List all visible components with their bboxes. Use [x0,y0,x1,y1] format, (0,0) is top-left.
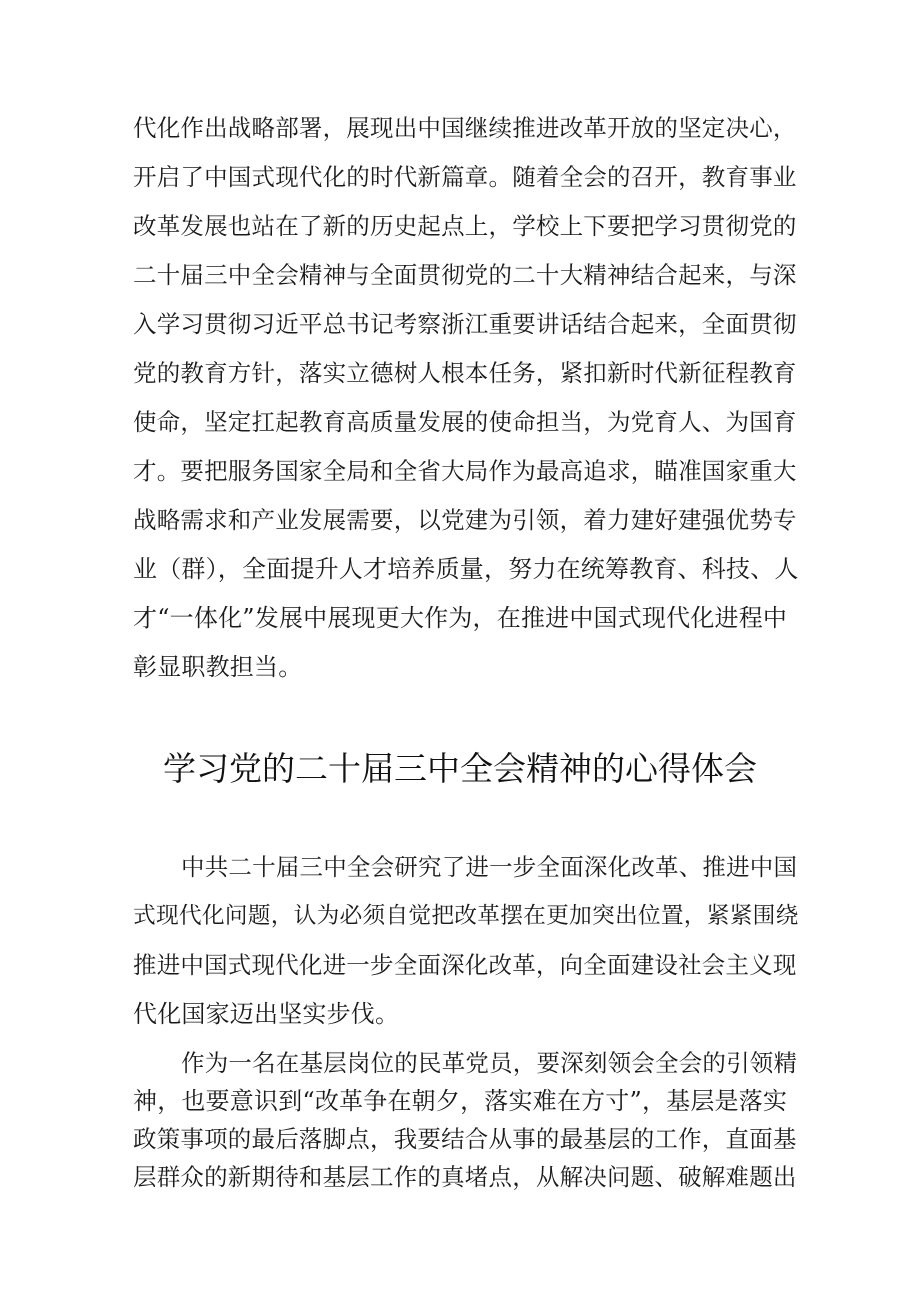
text-line: 开启了中国式现代化的时代新篇章。随着全会的召开，教育事业 [133,163,797,191]
section-title: 学习党的二十届三中全会精神的心得体会 [163,749,757,788]
text-line: 代化作出战略部署，展现出中国继续推进改革开放的坚定决心， [133,114,797,142]
text-line: 改革发展也站在了新的历史起点上，学校上下要把学习贯彻党的 [133,212,797,240]
text-line: 层群众的新期待和基层工作的真堵点，从解决问题、破解难题出 [133,1163,797,1191]
text-line: 入学习贯彻习近平总书记考察浙江重要讲话结合起来，全面贯彻 [133,310,797,338]
text-line: 党的教育方针，落实立德树人根本任务，紧扣新时代新征程教育 [133,359,797,387]
text-line: 使命，坚定扛起教育高质量发展的使命担当，为党育人、为国育 [133,408,797,436]
text-line: 才。要把服务国家全局和全省大局作为最高追求，瞄准国家重大 [133,457,797,485]
text-line: 推进中国式现代化进一步全面深化改革，向全面建设社会主义现 [133,951,797,979]
text-line: 战略需求和产业发展需要，以党建为引领，着力建好建强优势专 [133,506,797,534]
text-line: 业（群），全面提升人才培养质量，努力在统筹教育、科技、人 [133,555,799,583]
text-line: 中共二十届三中全会研究了进一步全面深化改革、推进中国 [181,853,798,881]
text-line: 作为一名在基层岗位的民革党员，要深刻领会全会的引领精 [181,1049,798,1077]
text-line: 政策事项的最后落脚点，我要结合从事的最基层的工作，直面基 [133,1125,797,1153]
text-line: 代化国家迈出坚实步伐。 [133,1000,400,1028]
text-line: 才“一体化”发展中展现更大作为，在推进中国式现代化进程中 [133,604,788,632]
text-line: 彰显职教担当。 [133,653,303,681]
text-line: 神，也要意识到“改革争在朝夕，落实难在方寸”，基层是落实 [133,1087,788,1115]
text-line: 式现代化问题，认为必须自觉把改革摆在更加突出位置，紧紧围绕 [133,903,799,929]
text-line: 二十届三中全会精神与全面贯彻党的二十大精神结合起来，与深 [133,261,797,289]
